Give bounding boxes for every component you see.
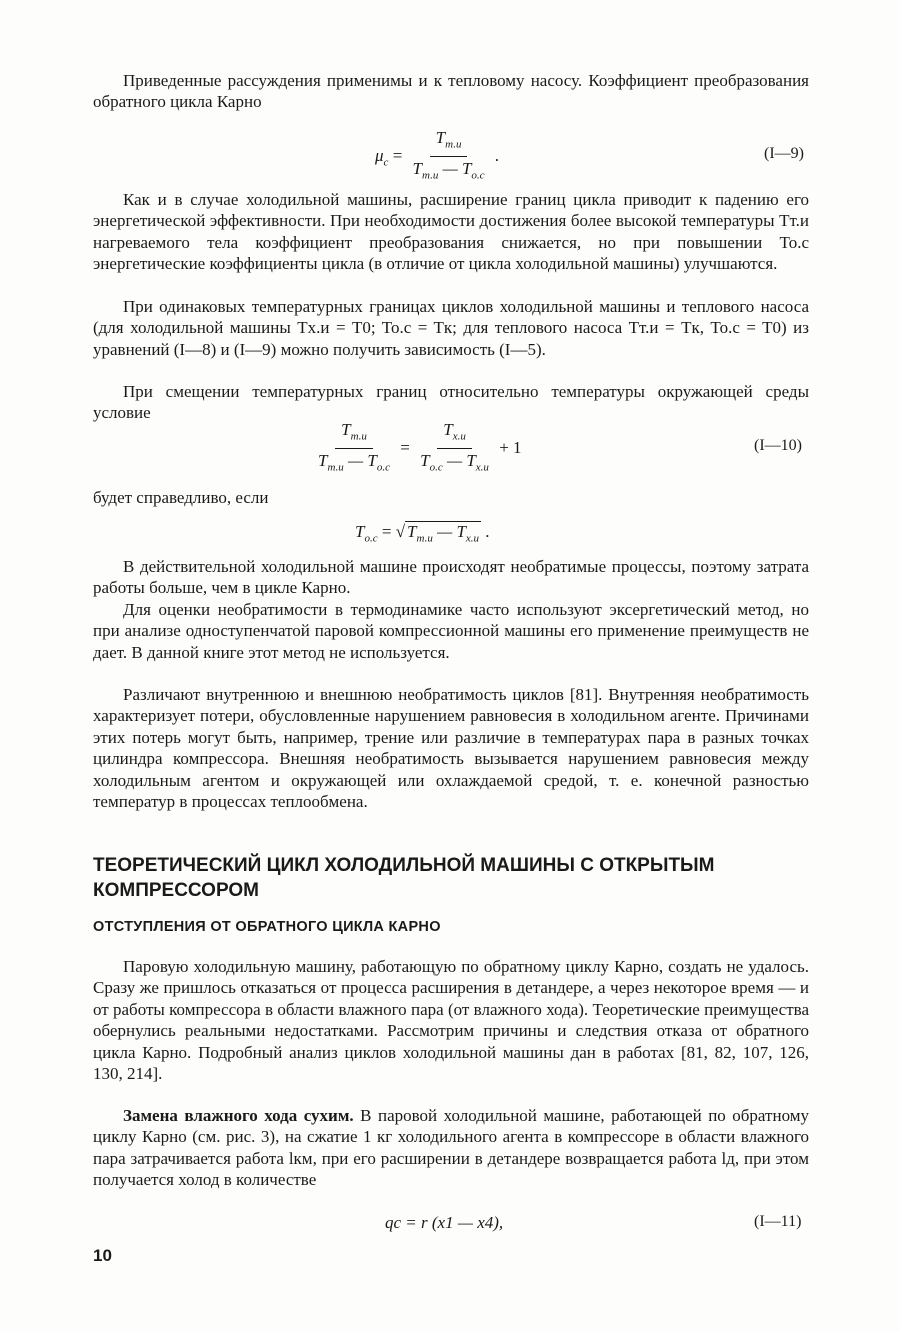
equation-number-i9: (I—9): [764, 145, 804, 162]
paragraph-1: Приведенные рассуждения применимы и к тепловому насосу. Коэффициент преобразования обратного цикла Карно: [93, 71, 809, 112]
subsection-heading: ОТСТУПЛЕНИЯ ОТ ОБРАТНОГО ЦИКЛА КАРНО: [93, 919, 441, 935]
equation-i9: $\mu_c$ = $\frac{T_{т.и}}{T_{т.и} — T_{о.с}}$ .: [375, 128, 500, 182]
equation-number-i11: (I—11): [754, 1213, 802, 1230]
run-in-heading: Замена влажного хода сухим.: [123, 1106, 354, 1125]
equation-i10: $\frac{T_{т.и}}{T_{т.и} — T_{о.с}}$ = $\frac{T_{х.и}}{T_{о.с} — T_{х.и}}$ + 1: [318, 420, 522, 474]
equation-i11: qc = r (x1 — x4),: [385, 1213, 504, 1232]
paragraph-6: В действительной холодильной машине происходят необратимые процессы, поэтому затрата работы больше, чем в цикле Карно.: [93, 557, 809, 598]
equation-number-i10: (I—10): [754, 437, 802, 454]
paragraph-10: [93, 1105, 809, 1191]
paragraph-4: При смещении температурных границ относительно температуры окружающей среды условие: [93, 382, 809, 423]
paragraph-2: Как и в случае холодильной машины, расширение границ цикла приводит к падению его энергетической эффективности. При необходимости достижения более высокой температуры Tт.и нагреваемого тела коэффициент преобразования снижается, но при повышении To.c энергетические коэффициенты цикла (в отличие от цикла холодильной машины) улучшаются.: [93, 190, 809, 274]
paragraph-9: Паровую холодильную машину, работающую по обратному циклу Карно, создать не удалось. Сразу же пришлось отказаться от процесса расширения в детандере, а через некоторое время — и от работы компрессора в области влажного пара (от влажного хода). Теоретические преимущества обернулись реальными недостатками. Рассмотрим причины и следствия отказа от обратного цикла Карно. Подробный анализ циклов холодильной машины дан в работах [81, 82, 107, 126, 130, 214].: [93, 957, 809, 1084]
paragraph-5: будет справедливо, если: [93, 488, 269, 507]
paragraph-8: Различают внутреннюю и внешнюю необратимость циклов [81]. Внутренняя необратимость характеризует потери, обусловленные нарушением равновесия в холодильном агенте. Причинами этих потерь могут быть, например, трение или различие в температурах пара в разных точках цилиндра компрессора. Внешняя необратимость вызывается нарушением равновесия между холодильным агентом и окружающей или охлаждаемой средой, т. е. конечной разностью температур в процессах теплообмена.: [93, 685, 809, 812]
page-number: 10: [93, 1246, 112, 1265]
section-heading: ТЕОРЕТИЧЕСКИЙ ЦИКЛ ХОЛОДИЛЬНОЙ МАШИНЫ С ОТКРЫТЫМ КОМПРЕССОРОМ: [93, 855, 715, 901]
paragraph-3: При одинаковых температурных границах циклов холодильной машины и теплового насоса (для холодильной машины Tх.и = T0; To.c = Tк; для теплового насоса Tт.и = Tк, To.c = T0) из уравнений (I—8) и (I—9) можно получить зависимость (I—5).: [93, 297, 809, 359]
paragraph-7: Для оценки необратимости в термодинамике часто используют эксергетический метод, но при анализе одноступенчатой паровой компрессионной машины его применение преимуществ не дает. В данной книге этот метод не используется.: [93, 600, 809, 662]
paragraph-10-text: В паровой холодильной машине, работающей по обратному циклу Карно (см. рис. 3), на сжатие 1 кг холодильного агента в компрессоре в области влажного пара затрачивается работа lкм, при его расширении в детандере возвращается работа lд, при этом получается холод в количестве: [93, 1106, 809, 1190]
equation-toc: $T_{о.с}$ = √ $T_{т.и}$ — $T_{х.и}$ .: [355, 522, 490, 545]
